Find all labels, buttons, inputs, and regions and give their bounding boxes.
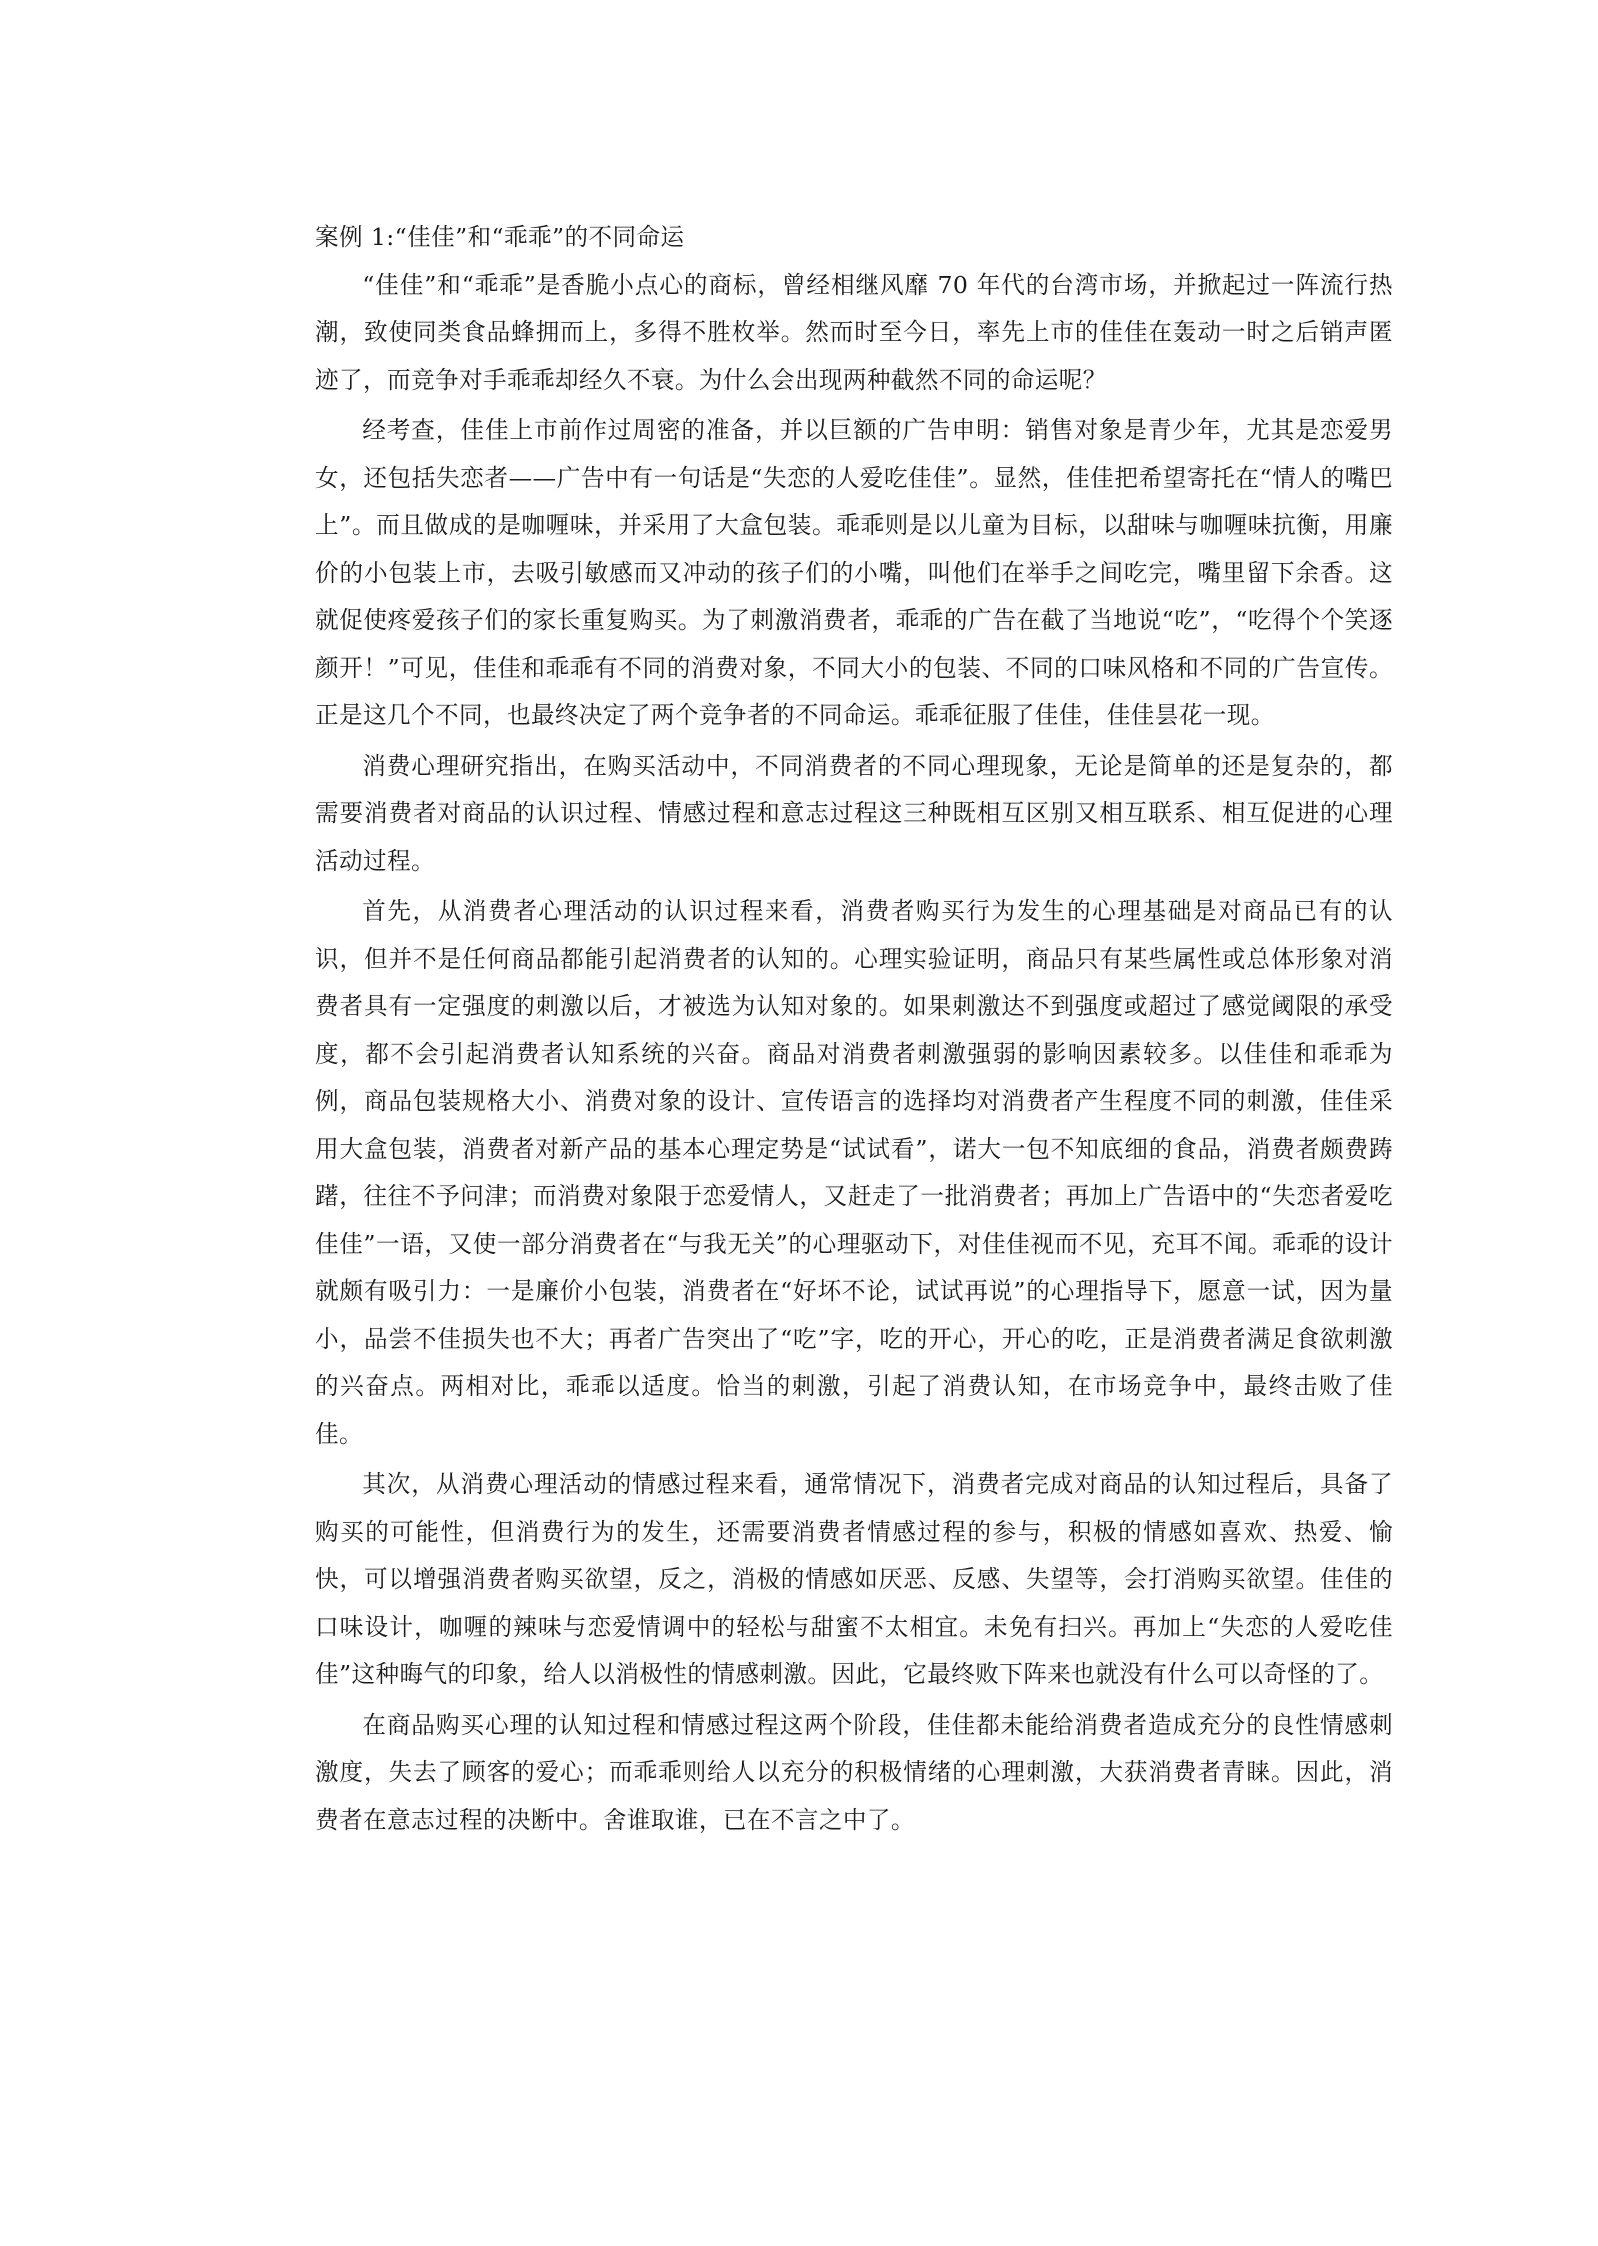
paragraph-cognition-process: 首先，从消费者心理活动的认识过程来看，消费者购买行为发生的心理基础是对商品已有的认识，但并不是任何商品都能引起消费者的认知的。心理实验证明，商品只有某些属性或总体形象对消费者具有一定强度的刺激以后，才被选为认知对象的。如果刺激达不到强度或超过了感觉阈限的承受度，都不会引起消费者认知系统的兴奋。商品对消费者刺激强弱的影响因素较多。以佳佳和乖乖为例，商品包装规格大小、消费对象的设计、宣传语言的选择均对消费者产生程度不同的刺激，佳佳采用大盒包装，消费者对新产品的基本心理定势是“试试看”，诺大一包不知底细的食品，消费者颇费踌躇，往往不予问津；而消费对象限于恋爱情人，又赶走了一批消费者；再加上广告语中的“失恋者爱吃佳佳”一语，又使一部分消费者在“与我无关”的心理驱动下，对佳佳视而不见，充耳不闻。乖乖的设计就颇有吸引力：一是廉价小包装，消费者在“好坏不论，试试再说”的心理指导下，愿意一试，因为量小，品尝不佳损失也不大；再者广告突出了“吃”字，吃的开心，开心的吃，正是消费者满足食欲刺激的兴奋点。两相对比，乖乖以适度。恰当的刺激，引起了消费认知，在市场竞争中，最终击败了佳佳。 [315,897,1393,1448]
paragraph-psychology-research: 消费心理研究指出，在购买活动中，不同消费者的不同心理现象，无论是简单的还是复杂的，都需要消费者对商品的认识过程、情感过程和意志过程这三种既相互区别又相互联系、相互促进的心理活动过程。 [315,751,1393,875]
paragraph-conclusion: 在商品购买心理的认知过程和情感过程这两个阶段，佳佳都未能给消费者造成充分的良性情感刺激度，失去了顾客的爱心；而乖乖则给人以充分的积极情绪的心理刺激，大获消费者青睐。因此，消费者在意志过程的决断中。舍谁取谁，已在不言之中了。 [315,1710,1393,1834]
paragraph-intro: “佳佳”和“乖乖”是香脆小点心的商标，曾经相继风靡 70 年代的台湾市场，并掀起过一阵流行热潮，致使同类食品蜂拥而上，多得不胜枚举。然而时至今日，率先上市的佳佳在轰动一时之后销声匿迹了，而竞争对手乖乖却经久不衰。为什么会出现两种截然不同的命运呢？ [315,270,1393,394]
document-body [315,214,1393,1847]
case-title: 案例 1:“佳佳”和“乖乖”的不同命运 [315,223,685,251]
paragraph-investigation: 经考查，佳佳上市前作过周密的准备，并以巨额的广告申明：销售对象是青少年，尤其是恋爱男女，还包括失恋者——广告中有一句话是“失恋的人爱吃佳佳”。显然，佳佳把希望寄托在“情人的嘴巴上”。而且做成的是咖喱味，并采用了大盒包装。乖乖则是以儿童为目标，以甜味与咖喱味抗衡，用廉价的小包装上市，去吸引敏感而又冲动的孩子们的小嘴，叫他们在举手之间吃完，嘴里留下余香。这就促使疼爱孩子们的家长重复购买。为了刺激消费者，乖乖的广告在截了当地说“吃”，“吃得个个笑逐颜开！”可见，佳佳和乖乖有不同的消费对象，不同大小的包装、不同的口味风格和不同的广告宣传。正是这几个不同，也最终决定了两个竞争者的不同命运。乖乖征服了佳佳，佳佳昙花一现。 [315,416,1393,729]
paragraph-emotion-process: 其次，从消费心理活动的情感过程来看，通常情况下，消费者完成对商品的认知过程后，具备了购买的可能性，但消费行为的发生，还需要消费者情感过程的参与，积极的情感如喜欢、热爱、愉快，可以增强消费者购买欲望，反之，消极的情感如厌恶、反感、失望等，会打消购买欲望。佳佳的口味设计，咖喱的辣味与恋爱情调中的轻松与甜蜜不太相宜。未免有扫兴。再加上“失恋的人爱吃佳佳”这种晦气的印象，给人以消极性的情感刺激。因此，它最终败下阵来也就没有什么可以奇怪的了。 [315,1470,1393,1688]
